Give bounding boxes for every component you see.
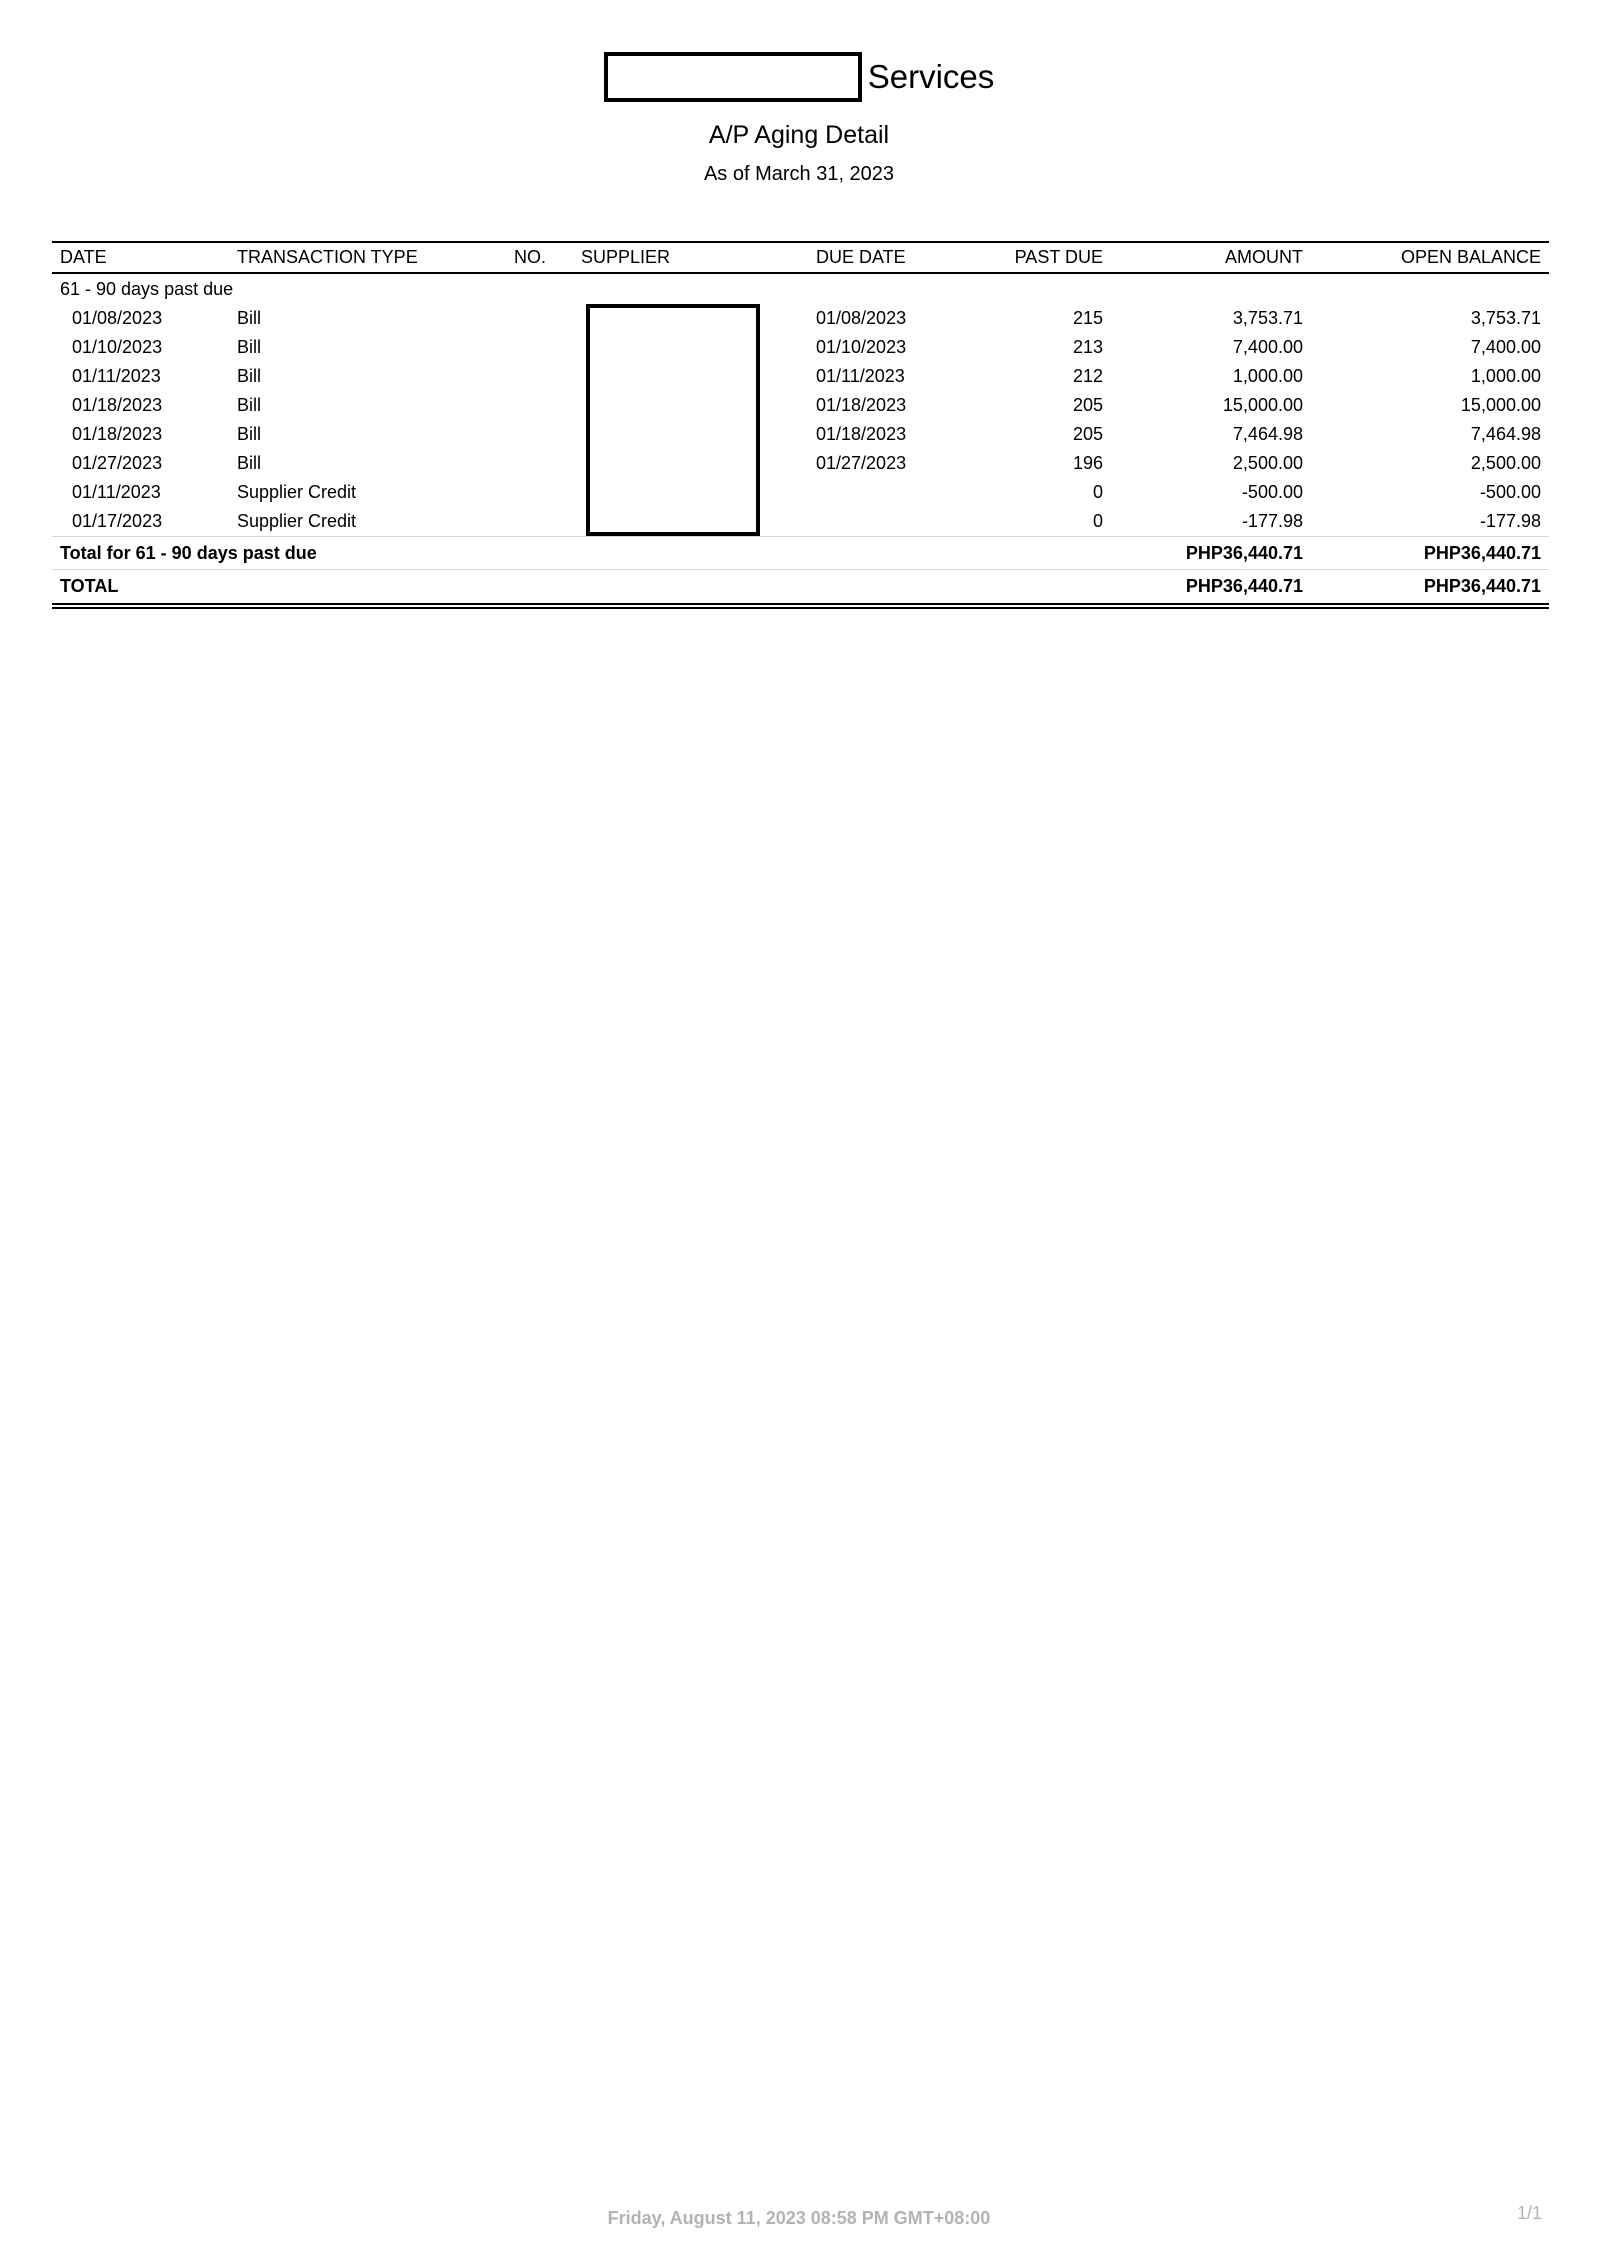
cell-past-due: 0 [1092, 511, 1103, 531]
cell-past-due: 213 [1072, 337, 1103, 357]
table-row[interactable] [52, 304, 1549, 333]
cell-due-date: 01/18/2023 [816, 395, 907, 415]
cell-open-balance: 15,000.00 [1460, 395, 1541, 415]
cell-past-due: 0 [1092, 482, 1103, 502]
table-header-row [52, 242, 1549, 273]
cell-no [506, 362, 573, 391]
column-header-past-due[interactable]: PAST DUE [944, 242, 1111, 273]
company-name-suffix: Services [867, 58, 995, 95]
table-row[interactable] [52, 420, 1549, 449]
cell-date: 01/17/2023 [72, 511, 163, 531]
cell-amount: 7,400.00 [1232, 337, 1303, 357]
cell-past-due: 205 [1072, 395, 1103, 415]
footer-timestamp: Friday, August 11, 2023 08:58 PM GMT+08:00 [607, 2208, 991, 2228]
cell-transaction-type[interactable]: Bill [237, 424, 262, 444]
cell-open-balance: 7,400.00 [1470, 337, 1541, 357]
cell-due-date: 01/11/2023 [816, 366, 905, 386]
cell-past-due: 205 [1072, 424, 1103, 444]
cell-transaction-type[interactable]: Supplier Credit [237, 482, 357, 502]
cell-due-date: 01/18/2023 [816, 424, 907, 444]
cell-amount: -177.98 [1241, 511, 1303, 531]
cell-past-due: 215 [1072, 308, 1103, 328]
subtotal-label: Total for 61 - 90 days past due [52, 537, 1111, 570]
cell-transaction-type[interactable]: Bill [237, 453, 262, 473]
report-title: A/P Aging Detail [708, 121, 890, 149]
cell-date: 01/11/2023 [72, 482, 161, 502]
column-header-open-balance[interactable]: OPEN BALANCE [1311, 242, 1549, 273]
cell-no [506, 333, 573, 362]
cell-open-balance: 1,000.00 [1470, 366, 1541, 386]
cell-due-date [808, 478, 944, 507]
cell-past-due: 196 [1072, 453, 1103, 473]
total-amount: PHP36,440.71 [1111, 570, 1311, 607]
column-header-transaction-type[interactable]: TRANSACTION TYPE [229, 242, 506, 273]
cell-no [506, 391, 573, 420]
subtotal-open-balance: PHP36,440.71 [1311, 537, 1549, 570]
table-row[interactable] [52, 391, 1549, 420]
subtotal-amount: PHP36,440.71 [1111, 537, 1311, 570]
column-header-date[interactable]: DATE [52, 242, 229, 273]
redacted-company-name [604, 52, 862, 102]
cell-date: 01/08/2023 [72, 308, 163, 328]
cell-transaction-type[interactable]: Bill [237, 366, 262, 386]
redacted-supplier-column [586, 304, 760, 536]
table-row[interactable] [52, 478, 1549, 507]
aging-table [52, 241, 1549, 609]
company-name [0, 52, 1598, 102]
cell-no [506, 507, 573, 537]
cell-open-balance: 3,753.71 [1470, 308, 1541, 328]
cell-transaction-type[interactable]: Bill [237, 337, 262, 357]
cell-open-balance: -500.00 [1479, 482, 1541, 502]
table-row[interactable] [52, 333, 1549, 362]
cell-no [506, 478, 573, 507]
column-header-due-date[interactable]: DUE DATE [808, 242, 944, 273]
cell-due-date: 01/27/2023 [816, 453, 907, 473]
table-row[interactable] [52, 507, 1549, 537]
cell-due-date: 01/10/2023 [816, 337, 907, 357]
cell-date: 01/27/2023 [72, 453, 163, 473]
column-header-supplier[interactable]: SUPPLIER [573, 242, 808, 273]
cell-due-date: 01/08/2023 [816, 308, 907, 328]
cell-amount: 2,500.00 [1232, 453, 1303, 473]
cell-amount: 15,000.00 [1222, 395, 1303, 415]
total-open-balance: PHP36,440.71 [1311, 570, 1549, 607]
grand-total-row [52, 570, 1549, 607]
cell-transaction-type[interactable]: Supplier Credit [237, 511, 357, 531]
table-row[interactable] [52, 449, 1549, 478]
cell-past-due: 212 [1072, 366, 1103, 386]
cell-due-date [808, 507, 944, 537]
group-header-row [52, 273, 1549, 304]
cell-transaction-type[interactable]: Bill [237, 308, 262, 328]
table-row[interactable] [52, 362, 1549, 391]
cell-date: 01/10/2023 [72, 337, 163, 357]
cell-open-balance: -177.98 [1479, 511, 1541, 531]
cell-amount: 3,753.71 [1232, 308, 1303, 328]
cell-no [506, 304, 573, 333]
cell-date: 01/18/2023 [72, 395, 163, 415]
cell-amount: 1,000.00 [1232, 366, 1303, 386]
column-header-no[interactable]: NO. [506, 242, 573, 273]
report-date: As of March 31, 2023 [703, 163, 895, 185]
cell-open-balance: 7,464.98 [1470, 424, 1541, 444]
cell-date: 01/11/2023 [72, 366, 161, 386]
cell-amount: -500.00 [1241, 482, 1303, 502]
page-number: 1/1 [1516, 2203, 1542, 2223]
group-label: 61 - 90 days past due [60, 278, 234, 299]
cell-open-balance: 2,500.00 [1470, 453, 1541, 473]
cell-no [506, 420, 573, 449]
cell-date: 01/18/2023 [72, 424, 163, 444]
cell-no [506, 449, 573, 478]
cell-transaction-type[interactable]: Bill [237, 395, 262, 415]
cell-amount: 7,464.98 [1232, 424, 1303, 444]
total-label: TOTAL [52, 570, 1111, 607]
subtotal-row [52, 537, 1549, 570]
column-header-amount[interactable]: AMOUNT [1111, 242, 1311, 273]
